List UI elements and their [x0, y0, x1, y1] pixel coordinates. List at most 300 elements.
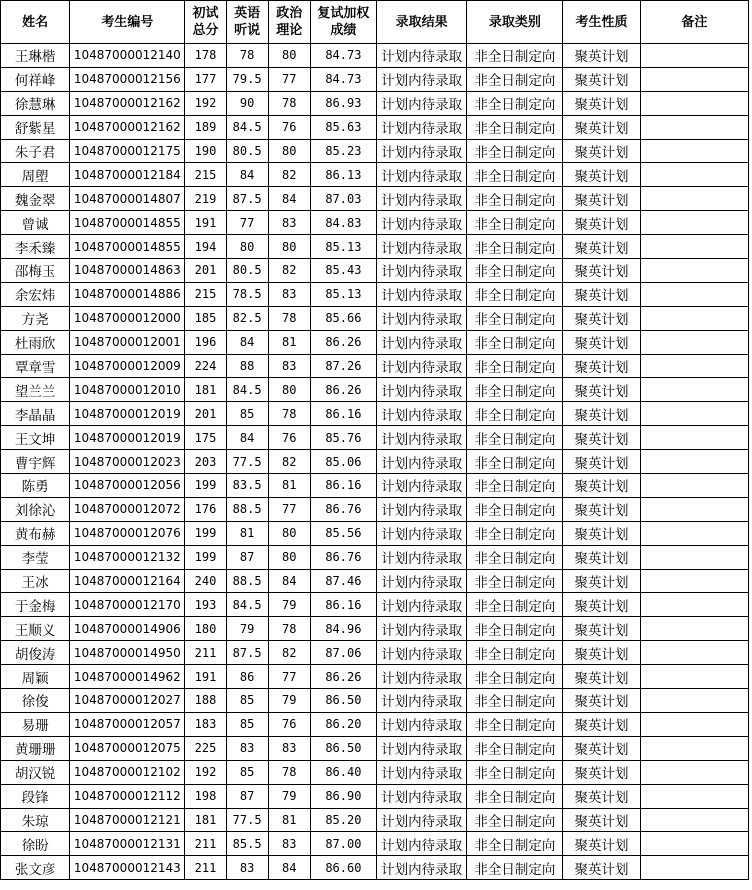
cell-prelim-total: 224 — [185, 354, 226, 378]
cell-name: 易珊 — [1, 712, 70, 736]
cell-weighted-score: 86.16 — [310, 474, 376, 498]
cell-name: 王琳楷 — [1, 44, 70, 68]
table-row — [1, 330, 749, 354]
cell-candidate-nature: 聚英计划 — [563, 187, 640, 211]
cell-weighted-score: 87.00 — [310, 832, 376, 856]
cell-admission-category: 非全日制定向 — [467, 235, 563, 259]
cell-candidate-id: 10487000014807 — [70, 187, 185, 211]
cell-name: 李晶晶 — [1, 402, 70, 426]
cell-candidate-id: 10487000012019 — [70, 426, 185, 450]
cell-candidate-nature: 聚英计划 — [563, 354, 640, 378]
cell-candidate-id: 10487000012010 — [70, 378, 185, 402]
cell-admission-category: 非全日制定向 — [467, 211, 563, 235]
cell-remark — [640, 665, 748, 689]
cell-remark — [640, 856, 748, 880]
cell-english-listening: 84.5 — [226, 115, 268, 139]
cell-candidate-nature: 聚英计划 — [563, 569, 640, 593]
cell-admission-result: 计划内待录取 — [376, 521, 466, 545]
cell-politics: 81 — [268, 808, 310, 832]
cell-candidate-nature: 聚英计划 — [563, 593, 640, 617]
cell-candidate-nature: 聚英计划 — [563, 235, 640, 259]
cell-english-listening: 84 — [226, 163, 268, 187]
cell-politics: 80 — [268, 545, 310, 569]
cell-candidate-id: 10487000012170 — [70, 593, 185, 617]
cell-prelim-total: 193 — [185, 593, 226, 617]
cell-candidate-nature: 聚英计划 — [563, 115, 640, 139]
cell-remark — [640, 832, 748, 856]
cell-prelim-total: 185 — [185, 306, 226, 330]
cell-politics: 83 — [268, 736, 310, 760]
cell-candidate-nature: 聚英计划 — [563, 402, 640, 426]
cell-remark — [640, 139, 748, 163]
cell-weighted-score: 85.43 — [310, 259, 376, 283]
cell-admission-result: 计划内待录取 — [376, 545, 466, 569]
cell-remark — [640, 282, 748, 306]
cell-name: 陈勇 — [1, 474, 70, 498]
cell-admission-category: 非全日制定向 — [467, 760, 563, 784]
cell-admission-category: 非全日制定向 — [467, 378, 563, 402]
cell-candidate-nature: 聚英计划 — [563, 426, 640, 450]
cell-candidate-id: 10487000012076 — [70, 521, 185, 545]
cell-weighted-score: 86.26 — [310, 378, 376, 402]
cell-admission-category: 非全日制定向 — [467, 259, 563, 283]
cell-candidate-nature: 聚英计划 — [563, 91, 640, 115]
cell-prelim-total: 194 — [185, 235, 226, 259]
cell-admission-result: 计划内待录取 — [376, 139, 466, 163]
cell-prelim-total: 191 — [185, 665, 226, 689]
cell-candidate-nature: 聚英计划 — [563, 163, 640, 187]
cell-prelim-total: 215 — [185, 282, 226, 306]
cell-name: 曾诚 — [1, 211, 70, 235]
table-row — [1, 474, 749, 498]
cell-politics: 77 — [268, 665, 310, 689]
cell-candidate-nature: 聚英计划 — [563, 450, 640, 474]
cell-remark — [640, 641, 748, 665]
cell-admission-result: 计划内待录取 — [376, 474, 466, 498]
cell-admission-result: 计划内待录取 — [376, 784, 466, 808]
cell-admission-result: 计划内待录取 — [376, 641, 466, 665]
cell-admission-category: 非全日制定向 — [467, 67, 563, 91]
table-row — [1, 450, 749, 474]
cell-remark — [640, 330, 748, 354]
cell-weighted-score: 86.16 — [310, 402, 376, 426]
cell-english-listening: 84.5 — [226, 593, 268, 617]
cell-politics: 76 — [268, 426, 310, 450]
cell-english-listening: 80 — [226, 235, 268, 259]
cell-weighted-score: 85.06 — [310, 450, 376, 474]
cell-remark — [640, 712, 748, 736]
cell-remark — [640, 689, 748, 713]
cell-candidate-nature: 聚英计划 — [563, 497, 640, 521]
cell-english-listening: 79 — [226, 617, 268, 641]
cell-candidate-id: 10487000012072 — [70, 497, 185, 521]
cell-name: 段锋 — [1, 784, 70, 808]
cell-remark — [640, 163, 748, 187]
cell-remark — [640, 808, 748, 832]
cell-name: 徐盼 — [1, 832, 70, 856]
cell-candidate-id: 10487000012132 — [70, 545, 185, 569]
table-row — [1, 760, 749, 784]
cell-candidate-nature: 聚英计划 — [563, 832, 640, 856]
cell-weighted-score: 84.96 — [310, 617, 376, 641]
cell-weighted-score: 86.26 — [310, 330, 376, 354]
cell-remark — [640, 91, 748, 115]
table-row — [1, 689, 749, 713]
cell-name: 曹宇辉 — [1, 450, 70, 474]
cell-remark — [640, 474, 748, 498]
cell-english-listening: 85.5 — [226, 832, 268, 856]
cell-english-listening: 86 — [226, 665, 268, 689]
cell-candidate-id: 10487000014906 — [70, 617, 185, 641]
header-candidate-nature: 考生性质 — [563, 1, 640, 44]
table-row — [1, 665, 749, 689]
cell-candidate-id: 10487000012184 — [70, 163, 185, 187]
cell-name: 邵梅玉 — [1, 259, 70, 283]
cell-admission-result: 计划内待录取 — [376, 235, 466, 259]
cell-politics: 80 — [268, 139, 310, 163]
table-row — [1, 235, 749, 259]
table-row — [1, 593, 749, 617]
cell-admission-category: 非全日制定向 — [467, 617, 563, 641]
cell-prelim-total: 219 — [185, 187, 226, 211]
cell-candidate-nature: 聚英计划 — [563, 665, 640, 689]
cell-english-listening: 85 — [226, 712, 268, 736]
cell-candidate-id: 10487000012023 — [70, 450, 185, 474]
cell-prelim-total: 198 — [185, 784, 226, 808]
cell-weighted-score: 86.60 — [310, 856, 376, 880]
header-candidate-id: 考生编号 — [70, 1, 185, 44]
cell-remark — [640, 259, 748, 283]
cell-weighted-score: 85.66 — [310, 306, 376, 330]
cell-candidate-id: 10487000012175 — [70, 139, 185, 163]
cell-politics: 77 — [268, 67, 310, 91]
cell-english-listening: 80.5 — [226, 139, 268, 163]
cell-english-listening: 85 — [226, 689, 268, 713]
cell-weighted-score: 86.13 — [310, 163, 376, 187]
cell-remark — [640, 306, 748, 330]
cell-english-listening: 81 — [226, 521, 268, 545]
cell-weighted-score: 85.63 — [310, 115, 376, 139]
cell-admission-result: 计划内待录取 — [376, 712, 466, 736]
cell-name: 朱琼 — [1, 808, 70, 832]
cell-remark — [640, 44, 748, 68]
table-row — [1, 139, 749, 163]
cell-candidate-id: 10487000014962 — [70, 665, 185, 689]
cell-english-listening: 84 — [226, 330, 268, 354]
cell-candidate-nature: 聚英计划 — [563, 211, 640, 235]
cell-politics: 83 — [268, 211, 310, 235]
table-row — [1, 641, 749, 665]
cell-prelim-total: 225 — [185, 736, 226, 760]
cell-english-listening: 88.5 — [226, 497, 268, 521]
cell-remark — [640, 354, 748, 378]
cell-politics: 76 — [268, 712, 310, 736]
cell-weighted-score: 85.56 — [310, 521, 376, 545]
cell-weighted-score: 87.46 — [310, 569, 376, 593]
cell-candidate-id: 10487000014855 — [70, 211, 185, 235]
cell-remark — [640, 67, 748, 91]
cell-english-listening: 83 — [226, 736, 268, 760]
cell-prelim-total: 188 — [185, 689, 226, 713]
cell-politics: 83 — [268, 354, 310, 378]
cell-admission-category: 非全日制定向 — [467, 569, 563, 593]
cell-english-listening: 87 — [226, 545, 268, 569]
header-politics: 政治 理论 — [268, 1, 310, 44]
cell-name: 徐俊 — [1, 689, 70, 713]
cell-candidate-nature: 聚英计划 — [563, 330, 640, 354]
cell-english-listening: 77 — [226, 211, 268, 235]
cell-admission-result: 计划内待录取 — [376, 330, 466, 354]
cell-prelim-total: 181 — [185, 378, 226, 402]
cell-admission-result: 计划内待录取 — [376, 282, 466, 306]
cell-weighted-score: 86.40 — [310, 760, 376, 784]
cell-english-listening: 87.5 — [226, 187, 268, 211]
cell-politics: 79 — [268, 593, 310, 617]
cell-admission-category: 非全日制定向 — [467, 282, 563, 306]
cell-candidate-id: 10487000012102 — [70, 760, 185, 784]
cell-admission-category: 非全日制定向 — [467, 545, 563, 569]
cell-candidate-id: 10487000012131 — [70, 832, 185, 856]
cell-candidate-nature: 聚英计划 — [563, 736, 640, 760]
cell-candidate-id: 10487000012143 — [70, 856, 185, 880]
cell-candidate-nature: 聚英计划 — [563, 139, 640, 163]
cell-remark — [640, 378, 748, 402]
cell-name: 刘徐沁 — [1, 497, 70, 521]
cell-admission-result: 计划内待录取 — [376, 760, 466, 784]
cell-remark — [640, 450, 748, 474]
cell-admission-result: 计划内待录取 — [376, 306, 466, 330]
header-english-listening: 英语 听说 — [226, 1, 268, 44]
cell-admission-result: 计划内待录取 — [376, 402, 466, 426]
cell-remark — [640, 736, 748, 760]
cell-prelim-total: 201 — [185, 402, 226, 426]
cell-name: 王冰 — [1, 569, 70, 593]
cell-candidate-nature: 聚英计划 — [563, 378, 640, 402]
cell-weighted-score: 85.13 — [310, 282, 376, 306]
cell-candidate-id: 10487000012121 — [70, 808, 185, 832]
cell-name: 余宏炜 — [1, 282, 70, 306]
cell-weighted-score: 86.93 — [310, 91, 376, 115]
cell-candidate-id: 10487000012027 — [70, 689, 185, 713]
cell-politics: 78 — [268, 617, 310, 641]
cell-name: 王顺义 — [1, 617, 70, 641]
cell-remark — [640, 760, 748, 784]
header-prelim-total: 初试 总分 — [185, 1, 226, 44]
cell-english-listening: 90 — [226, 91, 268, 115]
cell-politics: 84 — [268, 569, 310, 593]
cell-admission-result: 计划内待录取 — [376, 736, 466, 760]
table-row — [1, 259, 749, 283]
cell-name: 李莹 — [1, 545, 70, 569]
cell-candidate-id: 10487000012164 — [70, 569, 185, 593]
cell-candidate-nature: 聚英计划 — [563, 282, 640, 306]
cell-politics: 82 — [268, 641, 310, 665]
cell-remark — [640, 617, 748, 641]
cell-politics: 84 — [268, 856, 310, 880]
cell-admission-result: 计划内待录取 — [376, 569, 466, 593]
cell-admission-category: 非全日制定向 — [467, 474, 563, 498]
table-row — [1, 115, 749, 139]
cell-admission-category: 非全日制定向 — [467, 736, 563, 760]
cell-admission-category: 非全日制定向 — [467, 306, 563, 330]
cell-candidate-nature: 聚英计划 — [563, 306, 640, 330]
cell-candidate-id: 10487000012162 — [70, 115, 185, 139]
cell-english-listening: 77.5 — [226, 808, 268, 832]
cell-english-listening: 82.5 — [226, 306, 268, 330]
table-row — [1, 712, 749, 736]
cell-candidate-nature: 聚英计划 — [563, 67, 640, 91]
cell-weighted-score: 85.76 — [310, 426, 376, 450]
cell-admission-category: 非全日制定向 — [467, 354, 563, 378]
table-row — [1, 67, 749, 91]
cell-politics: 79 — [268, 784, 310, 808]
cell-admission-category: 非全日制定向 — [467, 665, 563, 689]
table-row — [1, 426, 749, 450]
cell-prelim-total: 201 — [185, 259, 226, 283]
cell-candidate-id: 10487000012056 — [70, 474, 185, 498]
header-admission-result: 录取结果 — [376, 1, 466, 44]
cell-candidate-id: 10487000012057 — [70, 712, 185, 736]
cell-weighted-score: 84.73 — [310, 44, 376, 68]
table-row — [1, 282, 749, 306]
cell-remark — [640, 497, 748, 521]
cell-prelim-total: 192 — [185, 91, 226, 115]
cell-admission-category: 非全日制定向 — [467, 689, 563, 713]
cell-name: 方尧 — [1, 306, 70, 330]
cell-candidate-id: 10487000012019 — [70, 402, 185, 426]
cell-weighted-score: 85.23 — [310, 139, 376, 163]
cell-remark — [640, 569, 748, 593]
cell-admission-result: 计划内待录取 — [376, 259, 466, 283]
cell-admission-category: 非全日制定向 — [467, 641, 563, 665]
cell-english-listening: 85 — [226, 760, 268, 784]
cell-name: 魏金翠 — [1, 187, 70, 211]
cell-politics: 76 — [268, 115, 310, 139]
cell-admission-category: 非全日制定向 — [467, 497, 563, 521]
cell-admission-result: 计划内待录取 — [376, 689, 466, 713]
header-weighted-score: 复试加权 成绩 — [310, 1, 376, 44]
cell-candidate-id: 10487000012156 — [70, 67, 185, 91]
cell-prelim-total: 178 — [185, 44, 226, 68]
cell-admission-result: 计划内待录取 — [376, 187, 466, 211]
cell-name: 望兰兰 — [1, 378, 70, 402]
cell-admission-result: 计划内待录取 — [376, 808, 466, 832]
cell-candidate-nature: 聚英计划 — [563, 617, 640, 641]
cell-politics: 81 — [268, 330, 310, 354]
cell-weighted-score: 86.16 — [310, 593, 376, 617]
table-row — [1, 163, 749, 187]
cell-prelim-total: 190 — [185, 139, 226, 163]
cell-politics: 79 — [268, 689, 310, 713]
table-row — [1, 617, 749, 641]
cell-admission-result: 计划内待录取 — [376, 44, 466, 68]
cell-weighted-score: 85.13 — [310, 235, 376, 259]
cell-politics: 82 — [268, 163, 310, 187]
cell-prelim-total: 192 — [185, 760, 226, 784]
cell-admission-category: 非全日制定向 — [467, 115, 563, 139]
cell-name: 黄珊珊 — [1, 736, 70, 760]
cell-candidate-id: 10487000012112 — [70, 784, 185, 808]
cell-prelim-total: 183 — [185, 712, 226, 736]
header-remark: 备注 — [640, 1, 748, 44]
cell-english-listening: 80.5 — [226, 259, 268, 283]
cell-admission-category: 非全日制定向 — [467, 521, 563, 545]
cell-weighted-score: 86.20 — [310, 712, 376, 736]
cell-politics: 78 — [268, 402, 310, 426]
cell-candidate-id: 10487000012140 — [70, 44, 185, 68]
cell-admission-result: 计划内待录取 — [376, 354, 466, 378]
cell-english-listening: 85 — [226, 402, 268, 426]
cell-admission-result: 计划内待录取 — [376, 378, 466, 402]
cell-admission-category: 非全日制定向 — [467, 593, 563, 617]
cell-admission-category: 非全日制定向 — [467, 163, 563, 187]
cell-name: 胡汉锐 — [1, 760, 70, 784]
cell-politics: 82 — [268, 450, 310, 474]
cell-candidate-nature: 聚英计划 — [563, 641, 640, 665]
table-row — [1, 354, 749, 378]
cell-admission-category: 非全日制定向 — [467, 808, 563, 832]
table-row — [1, 378, 749, 402]
cell-remark — [640, 187, 748, 211]
cell-admission-category: 非全日制定向 — [467, 44, 563, 68]
cell-english-listening: 88 — [226, 354, 268, 378]
cell-admission-result: 计划内待录取 — [376, 617, 466, 641]
cell-weighted-score: 87.03 — [310, 187, 376, 211]
cell-remark — [640, 784, 748, 808]
cell-name: 于金梅 — [1, 593, 70, 617]
cell-politics: 80 — [268, 378, 310, 402]
cell-candidate-nature: 聚英计划 — [563, 259, 640, 283]
cell-politics: 78 — [268, 306, 310, 330]
cell-name: 朱子君 — [1, 139, 70, 163]
table-row — [1, 736, 749, 760]
cell-weighted-score: 86.90 — [310, 784, 376, 808]
cell-remark — [640, 521, 748, 545]
table-row — [1, 832, 749, 856]
cell-admission-category: 非全日制定向 — [467, 330, 563, 354]
cell-candidate-id: 10487000012009 — [70, 354, 185, 378]
cell-politics: 80 — [268, 521, 310, 545]
cell-candidate-id: 10487000014855 — [70, 235, 185, 259]
cell-prelim-total: 215 — [185, 163, 226, 187]
cell-weighted-score: 84.73 — [310, 67, 376, 91]
cell-admission-category: 非全日制定向 — [467, 426, 563, 450]
table-body — [1, 44, 749, 880]
cell-prelim-total: 177 — [185, 67, 226, 91]
cell-english-listening: 84 — [226, 426, 268, 450]
cell-admission-category: 非全日制定向 — [467, 91, 563, 115]
table-row — [1, 521, 749, 545]
cell-admission-result: 计划内待录取 — [376, 91, 466, 115]
cell-admission-category: 非全日制定向 — [467, 712, 563, 736]
cell-politics: 83 — [268, 282, 310, 306]
table-row — [1, 808, 749, 832]
cell-admission-result: 计划内待录取 — [376, 593, 466, 617]
cell-admission-category: 非全日制定向 — [467, 139, 563, 163]
cell-weighted-score: 85.20 — [310, 808, 376, 832]
header-admission-category: 录取类别 — [467, 1, 563, 44]
cell-english-listening: 79.5 — [226, 67, 268, 91]
cell-english-listening: 77.5 — [226, 450, 268, 474]
cell-name: 李禾臻 — [1, 235, 70, 259]
cell-name: 周颖 — [1, 665, 70, 689]
cell-politics: 83 — [268, 832, 310, 856]
cell-candidate-id: 10487000012001 — [70, 330, 185, 354]
cell-admission-category: 非全日制定向 — [467, 450, 563, 474]
table-row — [1, 44, 749, 68]
cell-admission-category: 非全日制定向 — [467, 402, 563, 426]
cell-english-listening: 83.5 — [226, 474, 268, 498]
